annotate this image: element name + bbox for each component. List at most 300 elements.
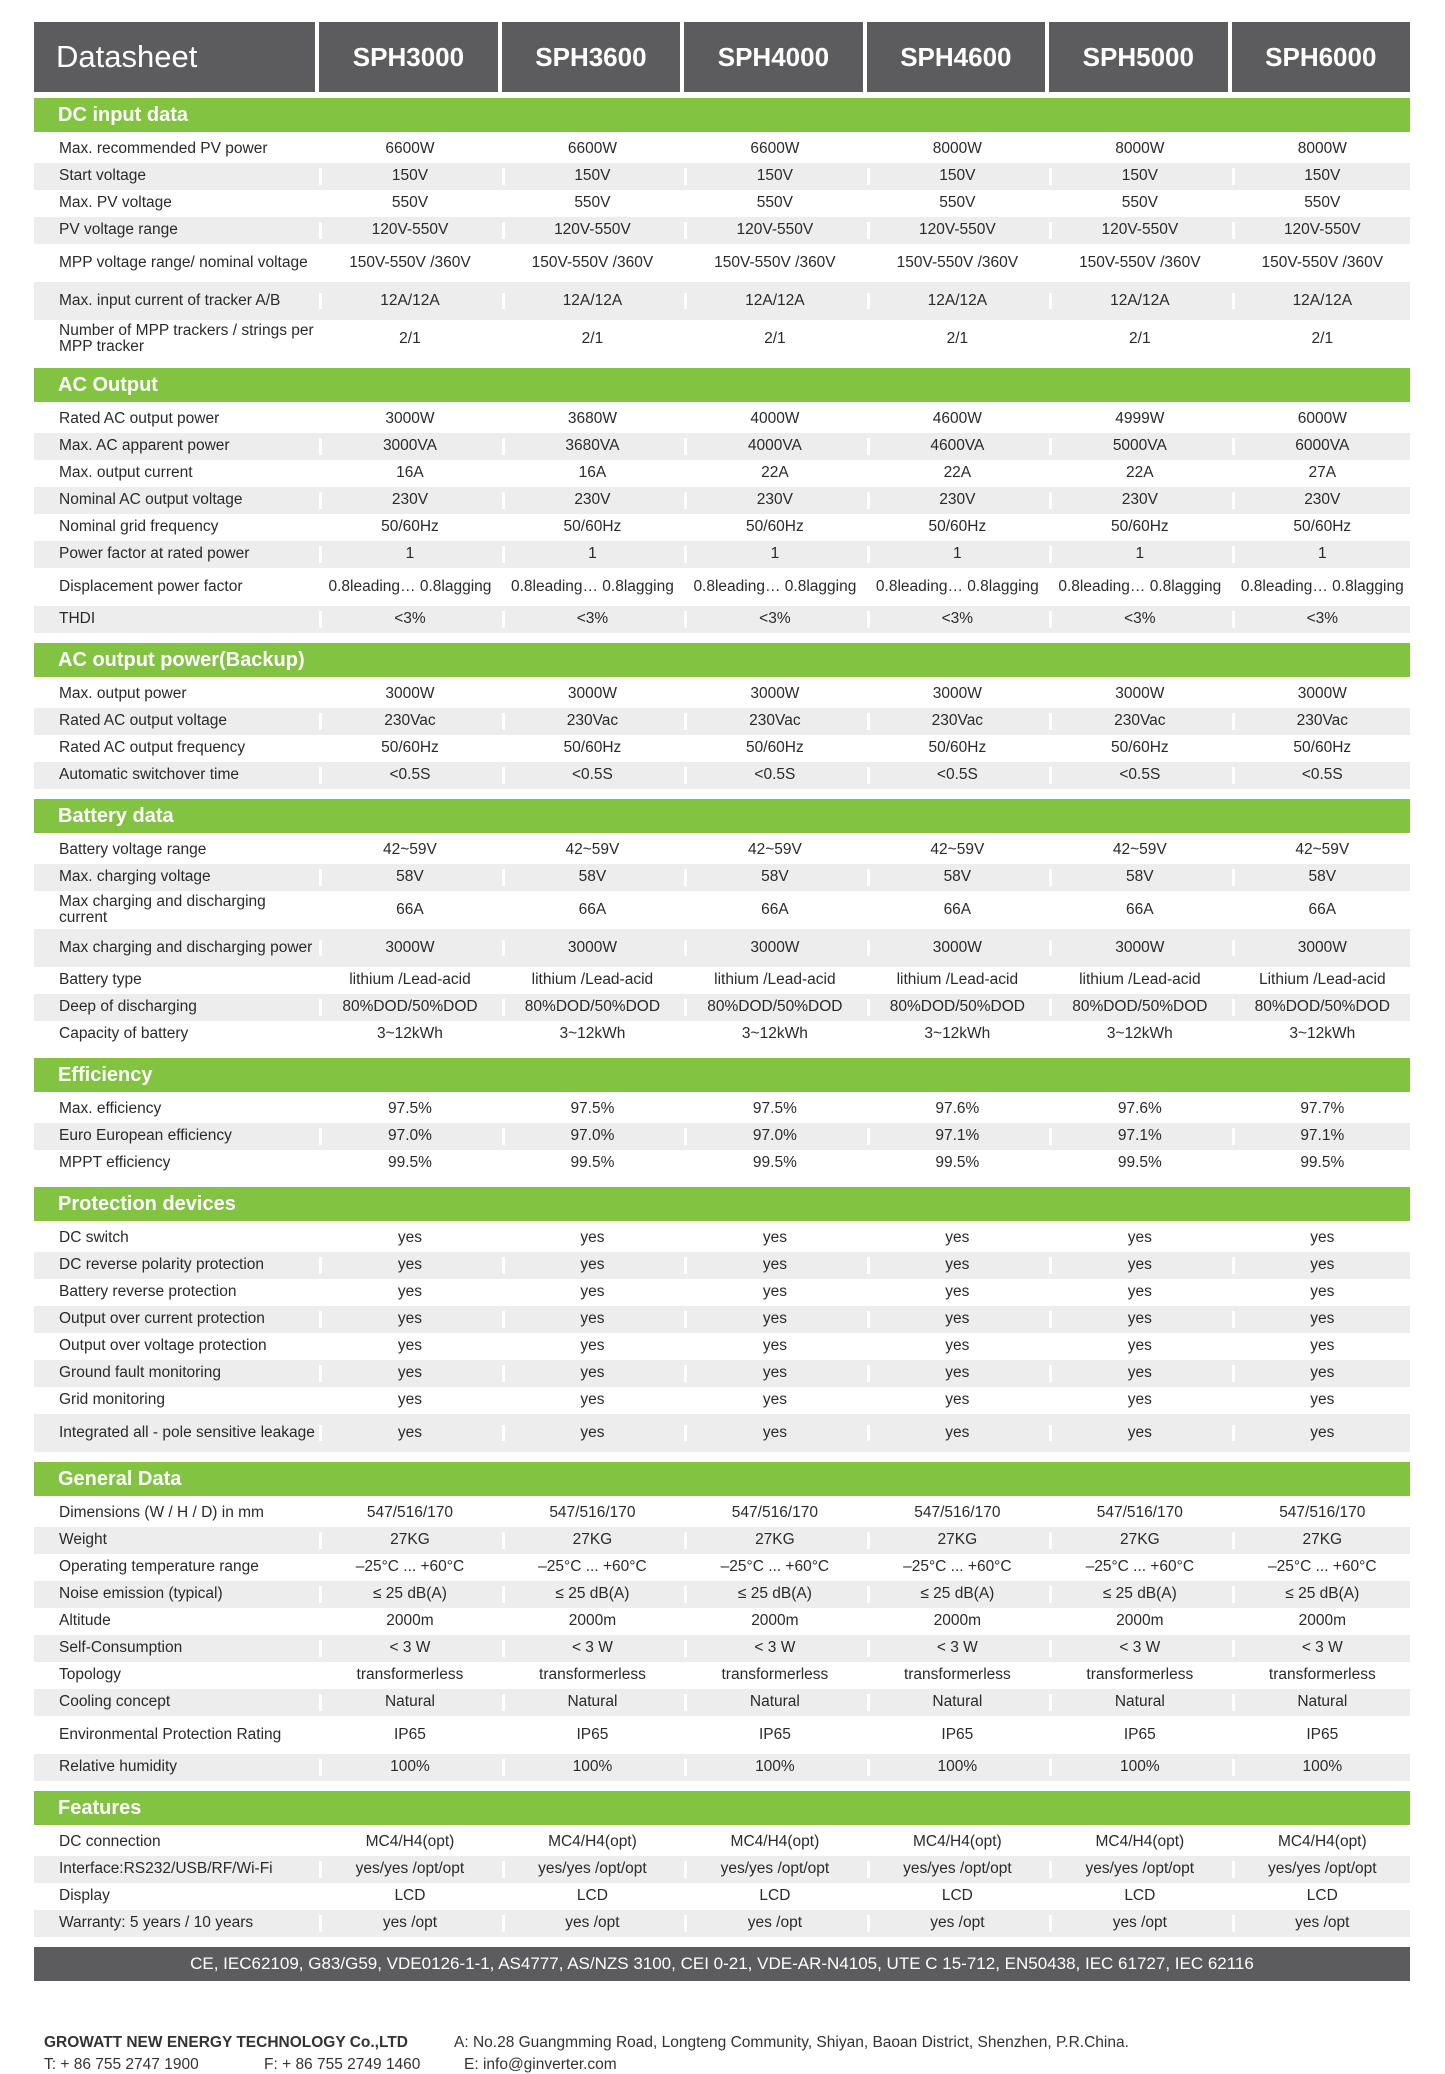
row-value: 1 — [1049, 546, 1227, 562]
table-row — [34, 1252, 1410, 1279]
row-value: 150V-550V /360V — [867, 255, 1045, 271]
row-value: –25°C ... +60°C — [1049, 1559, 1227, 1575]
table-row — [34, 1123, 1410, 1150]
section-ac-output-power-backup — [34, 643, 1410, 789]
section-title: AC output power(Backup) — [34, 643, 1410, 677]
row-label: Operating temperature range — [59, 1558, 259, 1576]
row-label: Warranty: 5 years / 10 years — [59, 1914, 254, 1932]
table-row — [34, 514, 1410, 541]
row-value: 3000VA — [319, 438, 497, 454]
row-label: Battery voltage range — [59, 841, 207, 859]
row-value: yes/yes /opt/opt — [867, 1861, 1045, 1877]
row-label: Max. charging voltage — [59, 868, 211, 886]
row-value: <0.5S — [1049, 767, 1227, 783]
row-value: 80%DOD/50%DOD — [867, 999, 1045, 1015]
row-value: MC4/H4(opt) — [867, 1834, 1045, 1850]
row-value: 0.8leading… 0.8lagging — [684, 579, 862, 595]
row-label: Rated AC output voltage — [59, 712, 228, 730]
row-value: Natural — [1232, 1694, 1410, 1710]
row-value: 120V-550V — [502, 222, 680, 238]
row-value: 150V — [502, 168, 680, 184]
row-value: 97.1% — [1049, 1128, 1227, 1144]
row-value: < 3 W — [502, 1640, 680, 1656]
row-value: 3680VA — [502, 438, 680, 454]
row-value: 50/60Hz — [319, 519, 497, 535]
row-value: yes — [502, 1365, 680, 1381]
row-value: <3% — [867, 611, 1045, 627]
row-value: ≤ 25 dB(A) — [502, 1586, 680, 1602]
row-value: 1 — [502, 546, 680, 562]
row-value: < 3 W — [684, 1640, 862, 1656]
row-value: 150V-550V /360V — [684, 255, 862, 271]
table-row — [34, 244, 1410, 282]
row-value: 150V-550V /360V — [1232, 255, 1410, 271]
row-label: Max. efficiency — [59, 1100, 162, 1118]
row-value: 8000W — [1049, 141, 1227, 157]
row-value: 97.5% — [684, 1101, 862, 1117]
row-value: 99.5% — [319, 1155, 497, 1171]
row-value: yes — [867, 1311, 1045, 1327]
row-label: Max. AC apparent power — [59, 437, 230, 455]
table-row — [34, 1689, 1410, 1716]
row-value: lithium /Lead-acid — [867, 972, 1045, 988]
table-row — [34, 929, 1410, 967]
table-row — [34, 320, 1410, 358]
row-value: < 3 W — [1049, 1640, 1227, 1656]
table-row — [34, 136, 1410, 163]
row-value: 230V — [1232, 492, 1410, 508]
row-value: 97.1% — [867, 1128, 1045, 1144]
row-label: Battery reverse protection — [59, 1283, 237, 1301]
row-value: 27KG — [502, 1532, 680, 1548]
row-value: 27KG — [867, 1532, 1045, 1548]
row-value: yes — [684, 1338, 862, 1354]
row-value: ≤ 25 dB(A) — [319, 1586, 497, 1602]
table-row — [34, 568, 1410, 606]
row-label: Ground fault monitoring — [59, 1364, 221, 1382]
row-value: 42~59V — [502, 842, 680, 858]
row-value: 12A/12A — [502, 293, 680, 309]
row-value: < 3 W — [867, 1640, 1045, 1656]
row-value: 2000m — [1232, 1613, 1410, 1629]
row-value: yes — [684, 1230, 862, 1246]
row-value: 12A/12A — [684, 293, 862, 309]
row-value: yes — [867, 1257, 1045, 1273]
row-label: MPP voltage range/ nominal voltage — [59, 253, 308, 271]
section-ac-output — [34, 368, 1410, 633]
row-label: Environmental Protection Rating — [59, 1725, 282, 1743]
row-value: yes — [319, 1311, 497, 1327]
row-value: 150V-550V /360V — [319, 255, 497, 271]
row-value: yes /opt — [319, 1915, 497, 1931]
row-value: yes — [684, 1257, 862, 1273]
row-value: 22A — [867, 465, 1045, 481]
row-value: yes /opt — [1232, 1915, 1410, 1931]
section-title: AC Output — [34, 368, 1410, 402]
row-value: 6600W — [502, 141, 680, 157]
row-value: MC4/H4(opt) — [319, 1834, 497, 1850]
row-value: 550V — [1049, 195, 1227, 211]
row-value: 80%DOD/50%DOD — [502, 999, 680, 1015]
row-value: 150V-550V /360V — [502, 255, 680, 271]
row-value: 50/60Hz — [502, 740, 680, 756]
row-value: 547/516/170 — [502, 1505, 680, 1521]
table-row — [34, 1608, 1410, 1635]
row-value: IP65 — [684, 1727, 862, 1743]
row-label: DC reverse polarity protection — [59, 1256, 265, 1274]
row-value: <3% — [502, 611, 680, 627]
row-value: 150V — [867, 168, 1045, 184]
row-value: yes — [867, 1230, 1045, 1246]
row-value: yes — [1232, 1425, 1410, 1441]
row-value: 4999W — [1049, 411, 1227, 427]
row-value: 547/516/170 — [867, 1505, 1045, 1521]
row-label: Altitude — [59, 1612, 111, 1630]
row-value: Natural — [319, 1694, 497, 1710]
row-value: IP65 — [1232, 1727, 1410, 1743]
row-value: 3000W — [502, 686, 680, 702]
row-value: <0.5S — [684, 767, 862, 783]
row-label: Interface:RS232/USB/RF/Wi-Fi — [59, 1860, 273, 1878]
row-value: 80%DOD/50%DOD — [1049, 999, 1227, 1015]
row-value: yes — [867, 1338, 1045, 1354]
row-value: yes — [1232, 1392, 1410, 1408]
row-value: 80%DOD/50%DOD — [1232, 999, 1410, 1015]
row-value: –25°C ... +60°C — [867, 1559, 1045, 1575]
row-value: 6600W — [684, 141, 862, 157]
row-value: 27A — [1232, 465, 1410, 481]
row-value: 230Vac — [684, 713, 862, 729]
row-value: 120V-550V — [684, 222, 862, 238]
row-value: 230Vac — [502, 713, 680, 729]
row-value: 550V — [1232, 195, 1410, 211]
row-value: yes — [684, 1392, 862, 1408]
row-value: 3~12kWh — [319, 1026, 497, 1042]
section-features — [34, 1791, 1410, 1937]
row-value: transformerless — [1049, 1667, 1227, 1683]
table-row — [34, 708, 1410, 735]
row-value: 50/60Hz — [867, 519, 1045, 535]
row-label: Self-Consumption — [59, 1639, 183, 1657]
row-value: 27KG — [1049, 1532, 1227, 1548]
row-value: < 3 W — [1232, 1640, 1410, 1656]
email: E: info@ginverter.com — [464, 2056, 617, 2073]
row-value: 27KG — [684, 1532, 862, 1548]
row-value: 97.0% — [502, 1128, 680, 1144]
row-value: 100% — [684, 1759, 862, 1775]
row-label: Nominal AC output voltage — [59, 491, 243, 509]
row-value: 42~59V — [684, 842, 862, 858]
row-value: –25°C ... +60°C — [319, 1559, 497, 1575]
row-value: <0.5S — [1232, 767, 1410, 783]
row-label: Output over voltage protection — [59, 1337, 267, 1355]
row-value: 230V — [502, 492, 680, 508]
row-label: DC switch — [59, 1229, 129, 1247]
table-row — [34, 1662, 1410, 1689]
row-value: yes — [1049, 1425, 1227, 1441]
row-value: 58V — [684, 869, 862, 885]
row-value: 50/60Hz — [319, 740, 497, 756]
section-protection-devices — [34, 1187, 1410, 1452]
row-value: yes — [684, 1425, 862, 1441]
row-value: 547/516/170 — [319, 1505, 497, 1521]
row-value: <0.5S — [867, 767, 1045, 783]
row-value: 97.0% — [319, 1128, 497, 1144]
row-value: yes — [319, 1425, 497, 1441]
row-value: yes — [502, 1230, 680, 1246]
row-value: 42~59V — [1232, 842, 1410, 858]
row-label: Displacement power factor — [59, 577, 243, 595]
row-label: Topology — [59, 1666, 122, 1684]
row-label: Max. input current of tracker A/B — [59, 291, 281, 309]
row-label: Rated AC output power — [59, 410, 220, 428]
row-value: 230Vac — [1232, 713, 1410, 729]
row-value: <3% — [684, 611, 862, 627]
row-value: yes /opt — [867, 1915, 1045, 1931]
row-value: 97.6% — [1049, 1101, 1227, 1117]
row-value: yes /opt — [684, 1915, 862, 1931]
row-value: IP65 — [319, 1727, 497, 1743]
table-row — [34, 1414, 1410, 1452]
row-value: LCD — [684, 1888, 862, 1904]
row-value: yes — [502, 1425, 680, 1441]
company-address: A: No.28 Guangmming Road, Longteng Community, Shiyan, Baoan District, Shenzhen, P.R.China. — [454, 2034, 1129, 2051]
row-label: Display — [59, 1887, 110, 1905]
row-value: yes — [1049, 1257, 1227, 1273]
row-value: MC4/H4(opt) — [502, 1834, 680, 1850]
row-value: 3~12kWh — [1049, 1026, 1227, 1042]
row-value: transformerless — [684, 1667, 862, 1683]
table-row — [34, 1225, 1410, 1252]
datasheet-title: Datasheet — [34, 22, 315, 92]
row-value: 12A/12A — [1049, 293, 1227, 309]
row-value: <0.5S — [502, 767, 680, 783]
row-value: 120V-550V — [319, 222, 497, 238]
row-label: Deep of discharging — [59, 998, 197, 1016]
row-value: MC4/H4(opt) — [684, 1834, 862, 1850]
row-value: 3~12kWh — [1232, 1026, 1410, 1042]
section-title: Efficiency — [34, 1058, 1410, 1092]
row-value: 6600W — [319, 141, 497, 157]
footer — [44, 2034, 1414, 2074]
row-value: Natural — [1049, 1694, 1227, 1710]
row-value: 80%DOD/50%DOD — [684, 999, 862, 1015]
table-row — [34, 1527, 1410, 1554]
row-value: Lithium /Lead-acid — [1232, 972, 1410, 988]
table-row — [34, 864, 1410, 891]
row-value: 3000W — [867, 686, 1045, 702]
row-value: 58V — [319, 869, 497, 885]
row-value: 230V — [867, 492, 1045, 508]
model-header: SPH4000 — [684, 22, 862, 92]
row-value: 12A/12A — [867, 293, 1045, 309]
row-label: Power factor at rated power — [59, 545, 250, 563]
row-value: 120V-550V — [1232, 222, 1410, 238]
table-row — [34, 1306, 1410, 1333]
row-value: yes — [1049, 1230, 1227, 1246]
row-value: yes/yes /opt/opt — [319, 1861, 497, 1877]
row-value: 4000W — [684, 411, 862, 427]
row-label: Max charging and discharging current — [59, 892, 266, 926]
model-header: SPH3600 — [502, 22, 680, 92]
row-label: Weight — [59, 1531, 107, 1549]
row-label: Grid monitoring — [59, 1391, 165, 1409]
spec-sections — [34, 98, 1410, 1937]
row-value: LCD — [1232, 1888, 1410, 1904]
row-value: LCD — [502, 1888, 680, 1904]
row-value: 50/60Hz — [684, 519, 862, 535]
row-label: Max. output power — [59, 685, 187, 703]
row-value: <0.5S — [319, 767, 497, 783]
row-value: 42~59V — [867, 842, 1045, 858]
row-value: 50/60Hz — [684, 740, 862, 756]
row-value: yes /opt — [502, 1915, 680, 1931]
row-value: 58V — [502, 869, 680, 885]
row-value: IP65 — [867, 1727, 1045, 1743]
row-value: 97.7% — [1232, 1101, 1410, 1117]
row-value: 16A — [319, 465, 497, 481]
row-value: 50/60Hz — [1232, 740, 1410, 756]
row-value: 97.5% — [502, 1101, 680, 1117]
row-value: 8000W — [1232, 141, 1410, 157]
row-value: 230Vac — [867, 713, 1045, 729]
row-value: 100% — [1049, 1759, 1227, 1775]
table-row — [34, 433, 1410, 460]
section-title: Battery data — [34, 799, 1410, 833]
row-value: 58V — [1232, 869, 1410, 885]
row-value: yes — [1232, 1230, 1410, 1246]
row-value: 150V-550V /360V — [1049, 255, 1227, 271]
row-value: 99.5% — [1232, 1155, 1410, 1171]
row-label: Euro European efficiency — [59, 1127, 232, 1145]
row-value: LCD — [867, 1888, 1045, 1904]
row-value: 2000m — [502, 1613, 680, 1629]
table-row — [34, 1581, 1410, 1608]
table-row — [34, 406, 1410, 433]
row-value: 3~12kWh — [684, 1026, 862, 1042]
row-value: 50/60Hz — [502, 519, 680, 535]
table-row — [34, 1360, 1410, 1387]
table-row — [34, 1150, 1410, 1177]
table-row — [34, 1910, 1410, 1937]
table-row — [34, 735, 1410, 762]
row-value: –25°C ... +60°C — [684, 1559, 862, 1575]
row-value: yes — [1049, 1284, 1227, 1300]
row-value: 4600VA — [867, 438, 1045, 454]
row-value: 4000VA — [684, 438, 862, 454]
row-label: Max. recommended PV power — [59, 140, 268, 158]
row-value: 2000m — [319, 1613, 497, 1629]
row-value: 58V — [867, 869, 1045, 885]
table-row — [34, 681, 1410, 708]
table-row — [34, 1387, 1410, 1414]
row-value: 1 — [319, 546, 497, 562]
row-label: THDI — [59, 610, 96, 628]
row-value: yes — [1232, 1365, 1410, 1381]
row-value: 97.0% — [684, 1128, 862, 1144]
row-value: 2000m — [867, 1613, 1045, 1629]
row-label: Noise emission (typical) — [59, 1585, 223, 1603]
row-value: < 3 W — [319, 1640, 497, 1656]
row-value: 3000W — [1232, 686, 1410, 702]
row-value: yes — [319, 1230, 497, 1246]
telephone: T: + 86 755 2747 1900 — [44, 2056, 199, 2073]
table-row — [34, 1754, 1410, 1781]
row-value: yes/yes /opt/opt — [684, 1861, 862, 1877]
row-value: 2/1 — [1049, 331, 1227, 347]
row-value: 12A/12A — [1232, 293, 1410, 309]
row-value: 2/1 — [867, 331, 1045, 347]
row-value: 100% — [502, 1759, 680, 1775]
row-value: LCD — [1049, 1888, 1227, 1904]
table-row — [34, 282, 1410, 320]
row-value: yes — [1049, 1311, 1227, 1327]
header-row — [34, 22, 1410, 92]
row-value: yes — [684, 1365, 862, 1381]
row-value: 3000W — [319, 686, 497, 702]
row-value: yes — [1049, 1338, 1227, 1354]
table-row — [34, 606, 1410, 633]
row-value: ≤ 25 dB(A) — [867, 1586, 1045, 1602]
row-value: yes — [684, 1284, 862, 1300]
row-value: yes — [319, 1338, 497, 1354]
table-row — [34, 190, 1410, 217]
row-value: 97.5% — [319, 1101, 497, 1117]
table-row — [34, 891, 1410, 929]
row-value: 58V — [1049, 869, 1227, 885]
row-value: yes — [867, 1284, 1045, 1300]
row-value: transformerless — [867, 1667, 1045, 1683]
table-row — [34, 1716, 1410, 1754]
row-label: Automatic switchover time — [59, 766, 240, 784]
row-value: 1 — [684, 546, 862, 562]
row-value: yes/yes /opt/opt — [1049, 1861, 1227, 1877]
row-value: 550V — [684, 195, 862, 211]
certifications-bar: CE, IEC62109, G83/G59, VDE0126-1-1, AS4777, AS/NZS 3100, CEI 0-21, VDE-AR-N4105, UTE C 15-712, EN50438, IEC 61727, IEC 62116 — [34, 1947, 1410, 1981]
row-label: Rated AC output frequency — [59, 739, 246, 757]
row-value: 2/1 — [684, 331, 862, 347]
row-value: 100% — [867, 1759, 1045, 1775]
section-dc-input-data — [34, 98, 1410, 358]
row-value: yes/yes /opt/opt — [1232, 1861, 1410, 1877]
row-value: yes /opt — [1049, 1915, 1227, 1931]
row-value: 3000W — [1049, 940, 1227, 956]
row-label: Relative humidity — [59, 1758, 178, 1776]
row-value: 3000W — [867, 940, 1045, 956]
fax: F: + 86 755 2749 1460 — [264, 2056, 421, 2073]
table-row — [34, 1883, 1410, 1910]
row-value: 230V — [319, 492, 497, 508]
table-row — [34, 837, 1410, 864]
row-value: 550V — [319, 195, 497, 211]
row-value: 1 — [1232, 546, 1410, 562]
row-value: 0.8leading… 0.8lagging — [319, 579, 497, 595]
row-value: 0.8leading… 0.8lagging — [502, 579, 680, 595]
row-value: 0.8leading… 0.8lagging — [1232, 579, 1410, 595]
model-header: SPH4600 — [867, 22, 1045, 92]
row-label: Max. PV voltage — [59, 194, 172, 212]
row-value: yes — [319, 1284, 497, 1300]
row-value: yes — [1232, 1311, 1410, 1327]
row-value: 2000m — [684, 1613, 862, 1629]
table-row — [34, 1021, 1410, 1048]
table-row — [34, 1500, 1410, 1527]
row-value: 50/60Hz — [1049, 519, 1227, 535]
table-row — [34, 541, 1410, 568]
table-row — [34, 967, 1410, 994]
row-value: 2/1 — [1232, 331, 1410, 347]
row-value: 100% — [319, 1759, 497, 1775]
